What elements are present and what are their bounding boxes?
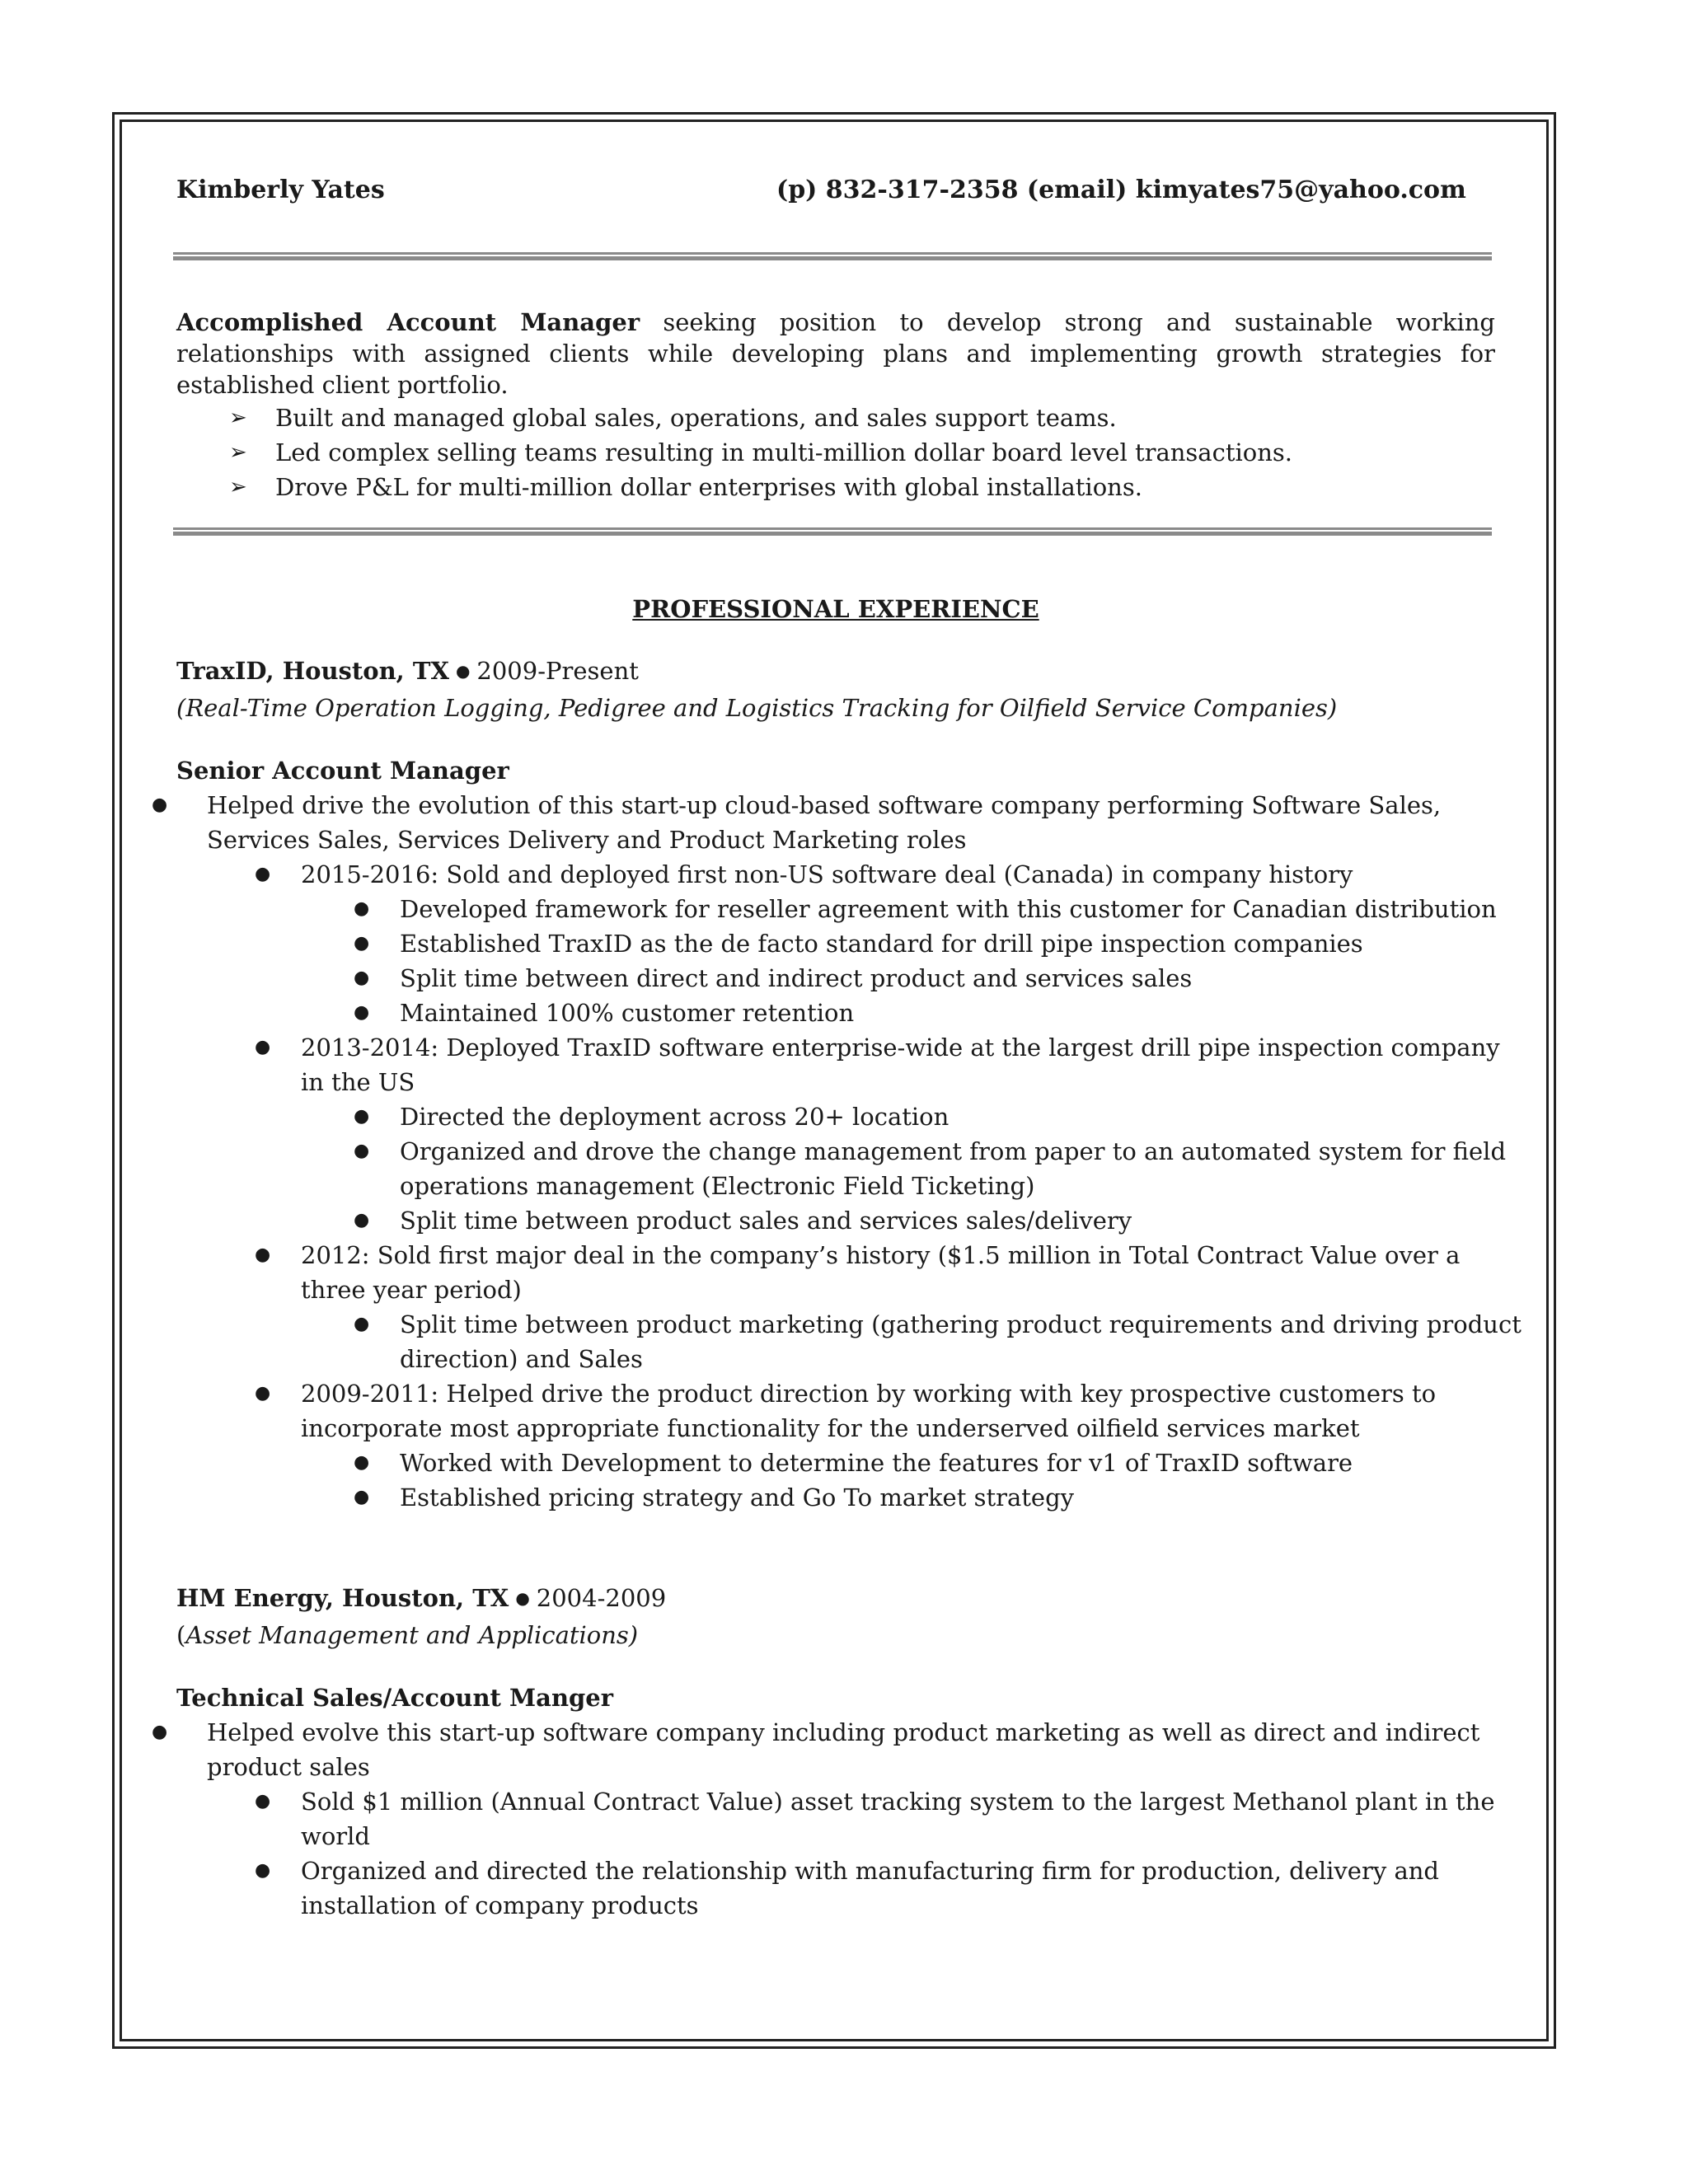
milestone-list bbox=[255, 857, 1528, 1515]
milestone-sub-item: ● Split time between product marketing (gathering product requirements and driving product direction) and Sales bbox=[400, 1307, 1528, 1376]
employment-dates: 2009-Present bbox=[476, 657, 639, 685]
company-line bbox=[176, 654, 1528, 691]
milestone-sub-item: ● Established pricing strategy and Go To market strategy bbox=[400, 1480, 1528, 1515]
role-bullets bbox=[152, 788, 1528, 857]
summary-bullets bbox=[176, 401, 1495, 504]
bullet-icon: ● bbox=[255, 1383, 271, 1404]
milestone-item: ● Organized and directed the relationship with manufacturing firm for production, delivery and installation of company products bbox=[301, 1854, 1528, 1923]
bullet-icon: ● bbox=[354, 1452, 370, 1473]
summary-bullet: ➢ Drove P&L for multi-million dollar enterprises with global installations. bbox=[223, 470, 1495, 504]
bullet-icon: ● bbox=[152, 1722, 168, 1742]
contact-info: (p) 832-317-2358 (email) kimyates75@yahoo.com bbox=[776, 176, 1466, 204]
employment-dates: 2004-2009 bbox=[536, 1584, 667, 1612]
milestone-sub-item: ● Worked with Development to determine the features for v1 of TraxID software bbox=[400, 1446, 1528, 1480]
bullet-icon: ● bbox=[255, 1791, 271, 1811]
bullet-icon: ● bbox=[255, 1244, 271, 1265]
milestone-sub-item: ● Split time between product sales and services sales/delivery bbox=[400, 1203, 1528, 1238]
bullet-icon: ● bbox=[255, 864, 271, 884]
bullet-icon: ● bbox=[354, 1314, 370, 1334]
company-name: HM Energy, Houston, TX bbox=[176, 1584, 509, 1612]
milestone-item: ● 2013-2014: Deployed TraxID software enterprise-wide at the largest drill pipe inspection company in the US ● Directed the deployment across 20+ location ● Organized and drove the change management from paper to an automated system for field operations management (Electronic Field Ticketing) ● Split time between product sales and services sales/delivery bbox=[301, 1030, 1528, 1238]
divider-rule bbox=[173, 527, 1492, 536]
bullet-icon: ● bbox=[152, 794, 168, 815]
milestone-sub-list bbox=[354, 1446, 1528, 1515]
experience-entry bbox=[152, 654, 1528, 1515]
arrow-bullet-icon: ➢ bbox=[229, 440, 247, 465]
company-tagline: (Real-Time Operation Logging, Pedigree and Logistics Tracking for Oilfield Service Companies) bbox=[176, 694, 1338, 722]
milestone-item: ● 2012: Sold first major deal in the company’s history ($1.5 million in Total Contract Value over a three year period) ● Split time between product marketing (gathering product requirements and driving product direction) and Sales bbox=[301, 1238, 1528, 1376]
summary-bullet: ➢ Built and managed global sales, operations, and sales support teams. bbox=[223, 401, 1495, 435]
milestone-sub-item: ● Developed framework for reseller agreement with this customer for Canadian distribution bbox=[400, 892, 1528, 926]
bullet-icon: ● bbox=[354, 898, 370, 919]
milestone-sub-item: ● Directed the deployment across 20+ location bbox=[400, 1099, 1528, 1134]
summary-lead: Accomplished Account Manager bbox=[176, 308, 640, 336]
arrow-bullet-icon: ➢ bbox=[229, 475, 247, 499]
role-bullets bbox=[152, 1715, 1528, 1784]
milestone-sub-item: ● Split time between direct and indirect product and services sales bbox=[400, 961, 1528, 996]
role-summary-bullet: ● Helped drive the evolution of this start-up cloud-based software company performing Software Sales, Services Sales, Services Delivery and Product Marketing roles bbox=[152, 788, 1528, 857]
summary-section bbox=[176, 307, 1495, 504]
milestone-item: ● 2015-2016: Sold and deployed first non-US software deal (Canada) in company history ● Developed framework for reseller agreement with this customer for Canadian distribution ● Established TraxID as the de facto standard for drill pipe inspection companies ● Split time between direct and indirect product and services sales ● Maintained 100% customer retention bbox=[301, 857, 1528, 1030]
candidate-name: Kimberly Yates bbox=[176, 176, 385, 204]
bullet-separator-icon: ● bbox=[515, 1588, 530, 1608]
milestone-list bbox=[255, 1784, 1528, 1923]
bullet-icon: ● bbox=[354, 1002, 370, 1023]
job-title: Technical Sales/Account Manger bbox=[176, 1684, 614, 1712]
milestone-sub-item: ● Organized and drove the change management from paper to an automated system for field operations management (Electronic Field Ticketing) bbox=[400, 1134, 1528, 1203]
bullet-icon: ● bbox=[255, 1037, 271, 1057]
bullet-separator-icon: ● bbox=[455, 661, 471, 681]
divider-rule bbox=[173, 252, 1492, 260]
milestone-sub-item: ● Established TraxID as the de facto standard for drill pipe inspection companies bbox=[400, 926, 1528, 961]
resume-header bbox=[176, 173, 1495, 213]
milestone-sub-list bbox=[354, 1307, 1528, 1376]
bullet-icon: ● bbox=[354, 1106, 370, 1127]
milestone-sub-list bbox=[354, 1099, 1528, 1238]
job-title: Senior Account Manager bbox=[176, 757, 509, 785]
company-name: TraxID, Houston, TX bbox=[176, 657, 449, 685]
bullet-icon: ● bbox=[354, 1210, 370, 1230]
milestone-item: ● Sold $1 million (Annual Contract Value) asset tracking system to the largest Methanol plant in the world bbox=[301, 1784, 1528, 1854]
summary-text: seeking position to develop strong and sustainable working relationships with assigned clients while developing plans and implementing growth strategies for established client portfolio. bbox=[176, 308, 1495, 399]
bullet-icon: ● bbox=[354, 1487, 370, 1507]
summary-paragraph bbox=[176, 307, 1495, 401]
bullet-icon: ● bbox=[354, 968, 370, 988]
milestone-sub-list bbox=[354, 892, 1528, 1030]
company-line bbox=[176, 1581, 1528, 1618]
summary-bullet: ➢ Led complex selling teams resulting in multi-million dollar board level transactions. bbox=[223, 435, 1495, 470]
arrow-bullet-icon: ➢ bbox=[229, 405, 247, 430]
role-summary-bullet: ● Helped evolve this start-up software company including product marketing as well as direct and indirect product sales bbox=[152, 1715, 1528, 1784]
bullet-icon: ● bbox=[354, 933, 370, 954]
section-title: PROFESSIONAL EXPERIENCE bbox=[632, 595, 1039, 623]
bullet-icon: ● bbox=[255, 1860, 271, 1881]
company-tagline: (Asset Management and Applications) bbox=[176, 1621, 639, 1649]
experience-entry bbox=[152, 1581, 1528, 1923]
header-row bbox=[176, 173, 1495, 213]
bullet-icon: ● bbox=[354, 1141, 370, 1161]
milestone-item: ● 2009-2011: Helped drive the product direction by working with key prospective customers to incorporate most appropriate functionality for the underserved oilfield services market ● Worked with Development to determine the features for v1 of TraxID software ● Established pricing strategy and Go To market strategy bbox=[301, 1376, 1528, 1515]
milestone-sub-item: ● Maintained 100% customer retention bbox=[400, 996, 1528, 1030]
